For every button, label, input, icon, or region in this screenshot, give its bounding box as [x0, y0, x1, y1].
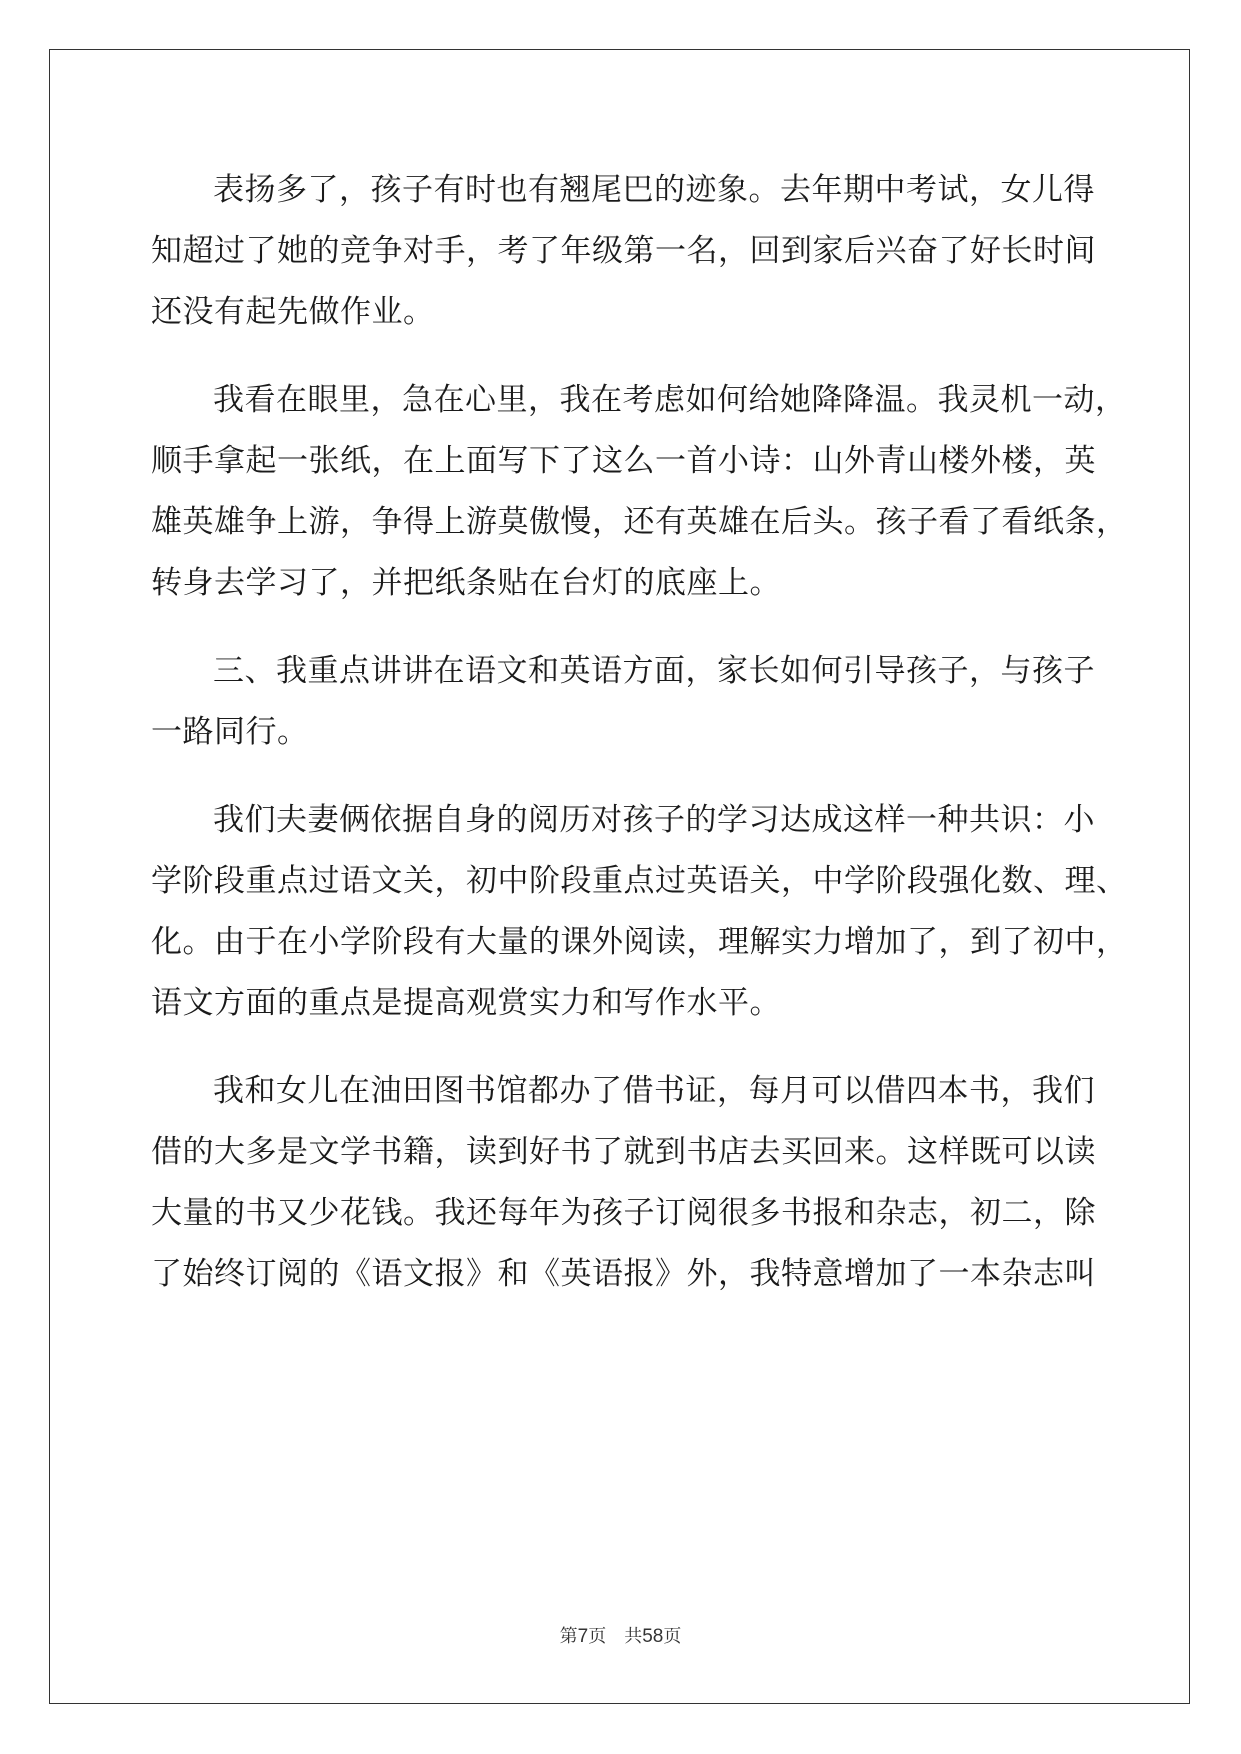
text-line: 语文方面的重点是提高观赏实力和写作水平。 [151, 985, 781, 1021]
current-page-number: 7 [577, 1626, 589, 1647]
text-line: 化。由于在小学阶段有大量的课外阅读，理解实力增加了，到了初中， [151, 924, 1128, 960]
footer-page-suffix: 页 [588, 1626, 607, 1647]
footer-prefix: 第 [559, 1626, 578, 1647]
document-body [151, 160, 1128, 1305]
text-line: 三、我重点讲讲在语文和英语方面，家长如何引导孩子，与孩子 [213, 653, 1095, 689]
paragraph-4 [151, 790, 1128, 1034]
paragraph-5 [151, 1061, 1106, 1305]
text-line: 表扬多了，孩子有时也有翘尾巴的迹象。去年期中考试，女儿得 [213, 172, 1095, 208]
text-line: 借的大多是文学书籍，读到好书了就到书店去买回来。这样既可以读 [151, 1134, 1096, 1170]
text-line: 还没有起先做作业。 [151, 294, 435, 330]
paragraph-2 [151, 370, 1128, 614]
text-line: 一路同行。 [151, 714, 309, 750]
page-footer [0, 1622, 1241, 1648]
text-line: 雄英雄争上游，争得上游莫傲慢，还有英雄在后头。孩子看了看纸条， [151, 504, 1128, 540]
text-line: 学阶段重点过语文关，初中阶段重点过英语关，中学阶段强化数、理、 [151, 863, 1128, 899]
text-line: 我和女儿在油田图书馆都办了借书证，每月可以借四本书，我们 [213, 1073, 1095, 1109]
text-line: 知超过了她的竞争对手，考了年级第一名，回到家后兴奋了好长时间 [151, 233, 1096, 269]
total-page-count: 58 [642, 1626, 664, 1647]
footer-total-suffix: 页 [663, 1626, 682, 1647]
text-line: 顺手拿起一张纸，在上面写下了这么一首小诗：山外青山楼外楼，英 [151, 443, 1096, 479]
text-line: 大量的书又少花钱。我还每年为孩子订阅很多书报和杂志，初二，除 [151, 1195, 1096, 1231]
text-line: 了始终订阅的《语文报》和《英语报》外，我特意增加了一本杂志叫 [151, 1256, 1096, 1292]
paragraph-3 [151, 641, 1106, 763]
text-line: 转身去学习了，并把纸条贴在台灯的底座上。 [151, 565, 781, 601]
text-line: 我们夫妻俩依据自身的阅历对孩子的学习达成这样一种共识：小 [213, 802, 1095, 838]
paragraph-1 [151, 160, 1106, 343]
footer-total-prefix: 共 [624, 1626, 643, 1647]
text-line: 我看在眼里，急在心里，我在考虑如何给她降降温。我灵机一动， [213, 382, 1127, 418]
